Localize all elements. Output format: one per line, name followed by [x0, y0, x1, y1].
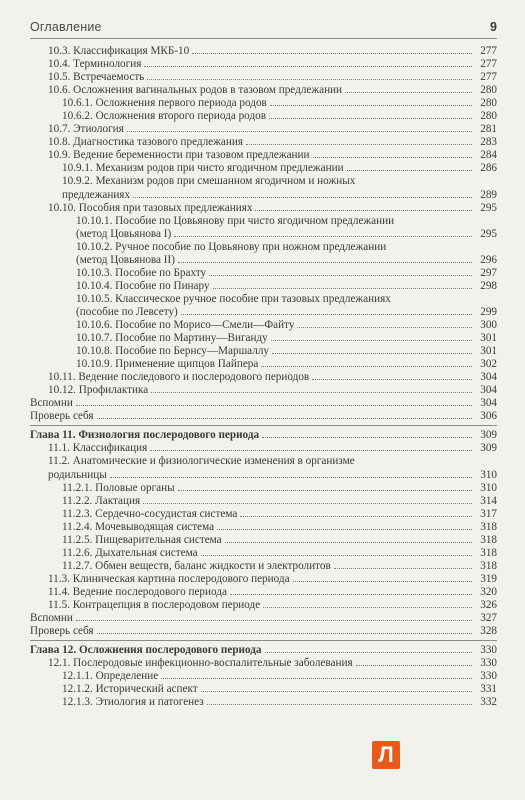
toc-page-number: 328 — [480, 625, 497, 638]
toc-entry[interactable] — [30, 97, 497, 110]
dot-leader — [178, 490, 472, 491]
dot-leader — [110, 477, 472, 478]
toc-entry-title: 10.10.4. Пособие по Пинару — [76, 279, 210, 292]
toc-entry-title: 12.1. Послеродовые инфекционно-воспалительные заболевания — [48, 657, 353, 670]
dot-leader — [201, 691, 472, 692]
toc-page-number: 317 — [480, 507, 497, 520]
toc-entry-title: 11.2.4. Мочевыводящая система — [62, 520, 215, 533]
toc-page-number: 318 — [480, 520, 497, 533]
toc-entry-title: предлежаниях — [62, 188, 131, 201]
toc-page-number: 326 — [480, 598, 497, 611]
dot-leader — [255, 210, 472, 211]
toc-page-number: 304 — [480, 384, 497, 397]
toc-page-number: 318 — [480, 546, 497, 559]
toc-page-number: 318 — [480, 559, 497, 572]
toc-entry[interactable] — [30, 189, 497, 202]
toc-page-number: 299 — [480, 305, 497, 318]
toc-entry[interactable] — [30, 612, 497, 625]
toc-entry-title: 10.6. Осложнения вагинальных родов в тазовом предлежании — [48, 84, 343, 97]
toc-entry[interactable] — [30, 442, 497, 455]
toc-page-number: 306 — [480, 410, 497, 423]
toc-entry[interactable] — [30, 45, 497, 58]
toc-entry-title: 10.12. Профилактика — [48, 384, 149, 397]
toc-entry-title: Проверь себя — [30, 625, 94, 638]
dot-leader — [230, 594, 472, 595]
toc-entry[interactable] — [30, 58, 497, 71]
chapter-divider — [30, 425, 497, 426]
toc-page-number: 330 — [480, 670, 497, 683]
toc-page-number: 289 — [480, 188, 497, 201]
dot-leader — [271, 340, 472, 341]
dot-leader — [133, 197, 472, 198]
dot-leader — [181, 314, 472, 315]
toc-entry[interactable] — [30, 560, 497, 573]
toc-entry-title: 11.1. Классификация — [48, 442, 148, 455]
toc-page-number: 332 — [480, 696, 497, 709]
toc-entry-title: Вспомни — [30, 612, 73, 625]
toc-entry-title: 10.7. Этиология — [48, 123, 124, 136]
toc-entry-title: 12.1.2. Исторический аспект — [62, 683, 198, 696]
toc-entry-title: 11.2.3. Сердечно-сосудистая система — [62, 507, 238, 520]
toc-page-number: 277 — [480, 71, 497, 84]
toc-entry-title: 10.9.1. Механизм родов при чисто ягодичном предлежании — [62, 162, 344, 175]
toc-entry[interactable] — [30, 332, 497, 345]
toc-chapter-entry[interactable] — [30, 429, 497, 442]
toc-entry[interactable] — [30, 696, 497, 709]
toc-entry-title: 10.10.3. Пособие по Брахту — [76, 266, 207, 279]
toc-entry-title: 10.10.5. Классическое ручное пособие при тазовых предлежаниях — [76, 292, 391, 305]
toc-entry-title: 10.10. Пособия при тазовых предлежаниях — [48, 201, 253, 214]
dot-leader — [313, 157, 472, 158]
labirint-logo-icon[interactable] — [372, 741, 400, 769]
toc-entry[interactable] — [30, 573, 497, 586]
toc-entry-title: 10.6.2. Осложнения второго периода родов — [62, 110, 267, 123]
toc-entry-title: 11.5. Контрацепция в послеродовом периоде — [48, 598, 261, 611]
toc-entry-title: 10.10.1. Пособие по Цовьянову при чисто ягодичном предлежании — [76, 214, 395, 227]
dot-leader — [334, 568, 472, 569]
toc-entry[interactable] — [30, 345, 497, 358]
dot-leader — [174, 236, 472, 237]
toc-entry-title: (метод Цовьянова II) — [76, 253, 175, 266]
dot-leader — [207, 704, 472, 705]
header-page-number: 9 — [490, 20, 497, 34]
toc-entry[interactable] — [30, 358, 497, 371]
toc-entry-title: 11.2.5. Пищеварительная система — [62, 533, 222, 546]
toc-entry[interactable] — [30, 586, 497, 599]
toc-entry-title: 10.6.1. Осложнения первого периода родов — [62, 97, 267, 110]
dot-leader — [178, 262, 472, 263]
dot-leader — [272, 353, 472, 354]
dot-leader — [246, 144, 472, 145]
dot-leader — [147, 79, 472, 80]
toc-page-number: 318 — [480, 533, 497, 546]
toc-entry[interactable] — [30, 371, 497, 384]
dot-leader — [144, 66, 472, 67]
toc-entry[interactable] — [30, 149, 497, 162]
dot-leader — [240, 516, 472, 517]
dot-leader — [262, 437, 472, 438]
chapter-divider — [30, 640, 497, 641]
toc-page-number: 280 — [480, 97, 497, 110]
toc-page-number: 301 — [480, 332, 497, 345]
toc-entry-title: 12.1.1. Определение — [62, 670, 159, 683]
toc-entry-title: (метод Цовьянова I) — [76, 227, 172, 240]
toc-entry[interactable] — [30, 534, 497, 547]
dot-leader — [269, 118, 472, 119]
toc-entry[interactable] — [30, 110, 497, 123]
dot-leader — [161, 678, 472, 679]
toc-entry-title: Глава 11. Физиология послеродового периода — [30, 429, 260, 442]
toc-page-number: 283 — [480, 136, 497, 149]
toc-page-number: 277 — [480, 58, 497, 71]
toc-entry[interactable] — [30, 215, 497, 228]
dot-leader — [143, 503, 472, 504]
toc-entry-title: (пособие по Левсету) — [76, 305, 178, 318]
toc-page-number: 296 — [480, 253, 497, 266]
toc-entry[interactable] — [30, 71, 497, 84]
toc-entry-title: 10.10.6. Пособие по Морисо—Смели—Файту — [76, 318, 295, 331]
toc-page-number: 280 — [480, 84, 497, 97]
toc-entry-title: 10.8. Диагностика тазового предлежания — [48, 136, 243, 149]
toc-entry-title: 10.10.2. Ручное пособие по Цовьянову при ножном предлежании — [76, 240, 387, 253]
toc-page-number: 295 — [480, 227, 497, 240]
toc-entry-title: 10.5. Встречаемость — [48, 71, 145, 84]
dot-leader — [76, 620, 472, 621]
toc-entry[interactable] — [30, 625, 497, 638]
toc-entry-title: 10.11. Ведение последового и послеродового периодов — [48, 371, 310, 384]
dot-leader — [297, 327, 472, 328]
toc-entry-title: 10.10.8. Пособие по Бернсу—Маршаллу — [76, 345, 270, 358]
toc-entry[interactable] — [30, 521, 497, 534]
running-header — [30, 20, 497, 39]
toc-entry[interactable] — [30, 84, 497, 97]
dot-leader — [225, 542, 472, 543]
toc-entry[interactable] — [30, 254, 497, 267]
toc-entry[interactable] — [30, 123, 497, 136]
toc-entry[interactable] — [30, 482, 497, 495]
dot-leader — [192, 53, 472, 54]
toc-page-number: 300 — [480, 318, 497, 331]
toc-entry[interactable] — [30, 228, 497, 241]
toc-entry[interactable] — [30, 241, 497, 254]
table-of-contents — [30, 45, 497, 709]
toc-entry-title: 11.2.7. Обмен веществ, баланс жидкости и электролитов — [62, 559, 331, 572]
dot-leader — [209, 275, 472, 276]
toc-entry[interactable] — [30, 202, 497, 215]
toc-entry-title: 11.2. Анатомические и физиологические изменения в организме — [48, 455, 355, 468]
toc-page-number: 298 — [480, 279, 497, 292]
dot-leader — [150, 450, 472, 451]
toc-page-number: 301 — [480, 345, 497, 358]
toc-entry[interactable] — [30, 397, 497, 410]
dot-leader — [265, 652, 472, 653]
toc-entry[interactable] — [30, 384, 497, 397]
dot-leader — [213, 288, 472, 289]
dot-leader — [356, 665, 472, 666]
toc-page-number: 331 — [480, 683, 497, 696]
toc-entry[interactable] — [30, 599, 497, 612]
toc-page-number: 330 — [480, 644, 497, 657]
toc-entry-title: 10.9.2. Механизм родов при смешанном ягодичном и ножных — [62, 175, 356, 188]
toc-entry-title: 11.3. Клиническая картина послеродового периода — [48, 572, 290, 585]
toc-page-number: 280 — [480, 110, 497, 123]
toc-chapter-entry[interactable] — [30, 644, 497, 657]
toc-entry[interactable] — [30, 410, 497, 423]
toc-page-number: 304 — [480, 371, 497, 384]
toc-entry-title: 11.2.1. Половые органы — [62, 481, 175, 494]
toc-entry[interactable] — [30, 495, 497, 508]
toc-page-number: 304 — [480, 397, 497, 410]
toc-entry[interactable] — [30, 267, 497, 280]
toc-entry[interactable] — [30, 306, 497, 319]
toc-entry[interactable] — [30, 657, 497, 670]
toc-page-number: 309 — [480, 442, 497, 455]
toc-entry[interactable] — [30, 547, 497, 560]
toc-entry[interactable] — [30, 469, 497, 482]
dot-leader — [76, 405, 472, 406]
toc-entry[interactable] — [30, 162, 497, 175]
toc-page-number: 310 — [480, 481, 497, 494]
dot-leader — [97, 633, 472, 634]
toc-entry[interactable] — [30, 280, 497, 293]
toc-entry[interactable] — [30, 683, 497, 696]
toc-page-number: 277 — [480, 45, 497, 57]
toc-entry[interactable] — [30, 670, 497, 683]
toc-entry-title: 11.2.2. Лактация — [62, 494, 141, 507]
toc-page-number: 327 — [480, 612, 497, 625]
toc-entry-title: 10.10.9. Применение щипцов Пайпера — [76, 358, 259, 371]
toc-entry-title: 10.3. Классификация МКБ-10 — [48, 45, 190, 57]
toc-entry-title: 11.4. Ведение послеродового периода — [48, 585, 227, 598]
dot-leader — [127, 131, 472, 132]
dot-leader — [293, 581, 472, 582]
dot-leader — [261, 366, 472, 367]
toc-entry-title: 11.2.6. Дыхательная система — [62, 546, 198, 559]
toc-entry[interactable] — [30, 508, 497, 521]
logo-letter: Л — [378, 742, 394, 767]
toc-page-number: 310 — [480, 468, 497, 481]
toc-page-number: 295 — [480, 201, 497, 214]
dot-leader — [97, 418, 472, 419]
toc-page-number: 297 — [480, 266, 497, 279]
toc-page-number: 302 — [480, 358, 497, 371]
toc-page-number: 281 — [480, 123, 497, 136]
dot-leader — [217, 529, 472, 530]
toc-page-number: 314 — [480, 494, 497, 507]
toc-page-number: 320 — [480, 585, 497, 598]
dot-leader — [347, 170, 472, 171]
dot-leader — [151, 392, 472, 393]
toc-entry[interactable] — [30, 175, 497, 188]
dot-leader — [270, 105, 472, 106]
dot-leader — [201, 555, 472, 556]
toc-entry-title: 10.9. Ведение беременности при тазовом предлежании — [48, 149, 310, 162]
toc-page-number: 286 — [480, 162, 497, 175]
toc-entry[interactable] — [30, 319, 497, 332]
toc-entry[interactable] — [30, 293, 497, 306]
dot-leader — [263, 607, 472, 608]
toc-entry-title: Проверь себя — [30, 410, 94, 423]
toc-entry-title: 10.10.7. Пособие по Мартину—Виганду — [76, 332, 268, 345]
toc-entry-title: 12.1.3. Этиология и патогенез — [62, 696, 204, 709]
toc-entry-title: Глава 12. Осложнения послеродового периода — [30, 644, 262, 657]
toc-entry-title: Вспомни — [30, 397, 73, 410]
toc-page-number: 330 — [480, 657, 497, 670]
toc-entry[interactable] — [30, 136, 497, 149]
toc-entry[interactable] — [30, 455, 497, 468]
toc-page-number: 284 — [480, 149, 497, 162]
toc-entry-title: родильницы — [48, 468, 107, 481]
toc-entry-title: 10.4. Терминология — [48, 58, 142, 71]
toc-page-number: 309 — [480, 429, 497, 442]
toc-page-number: 319 — [480, 572, 497, 585]
dot-leader — [312, 379, 472, 380]
dot-leader — [345, 92, 472, 93]
header-title: Оглавление — [30, 20, 102, 34]
